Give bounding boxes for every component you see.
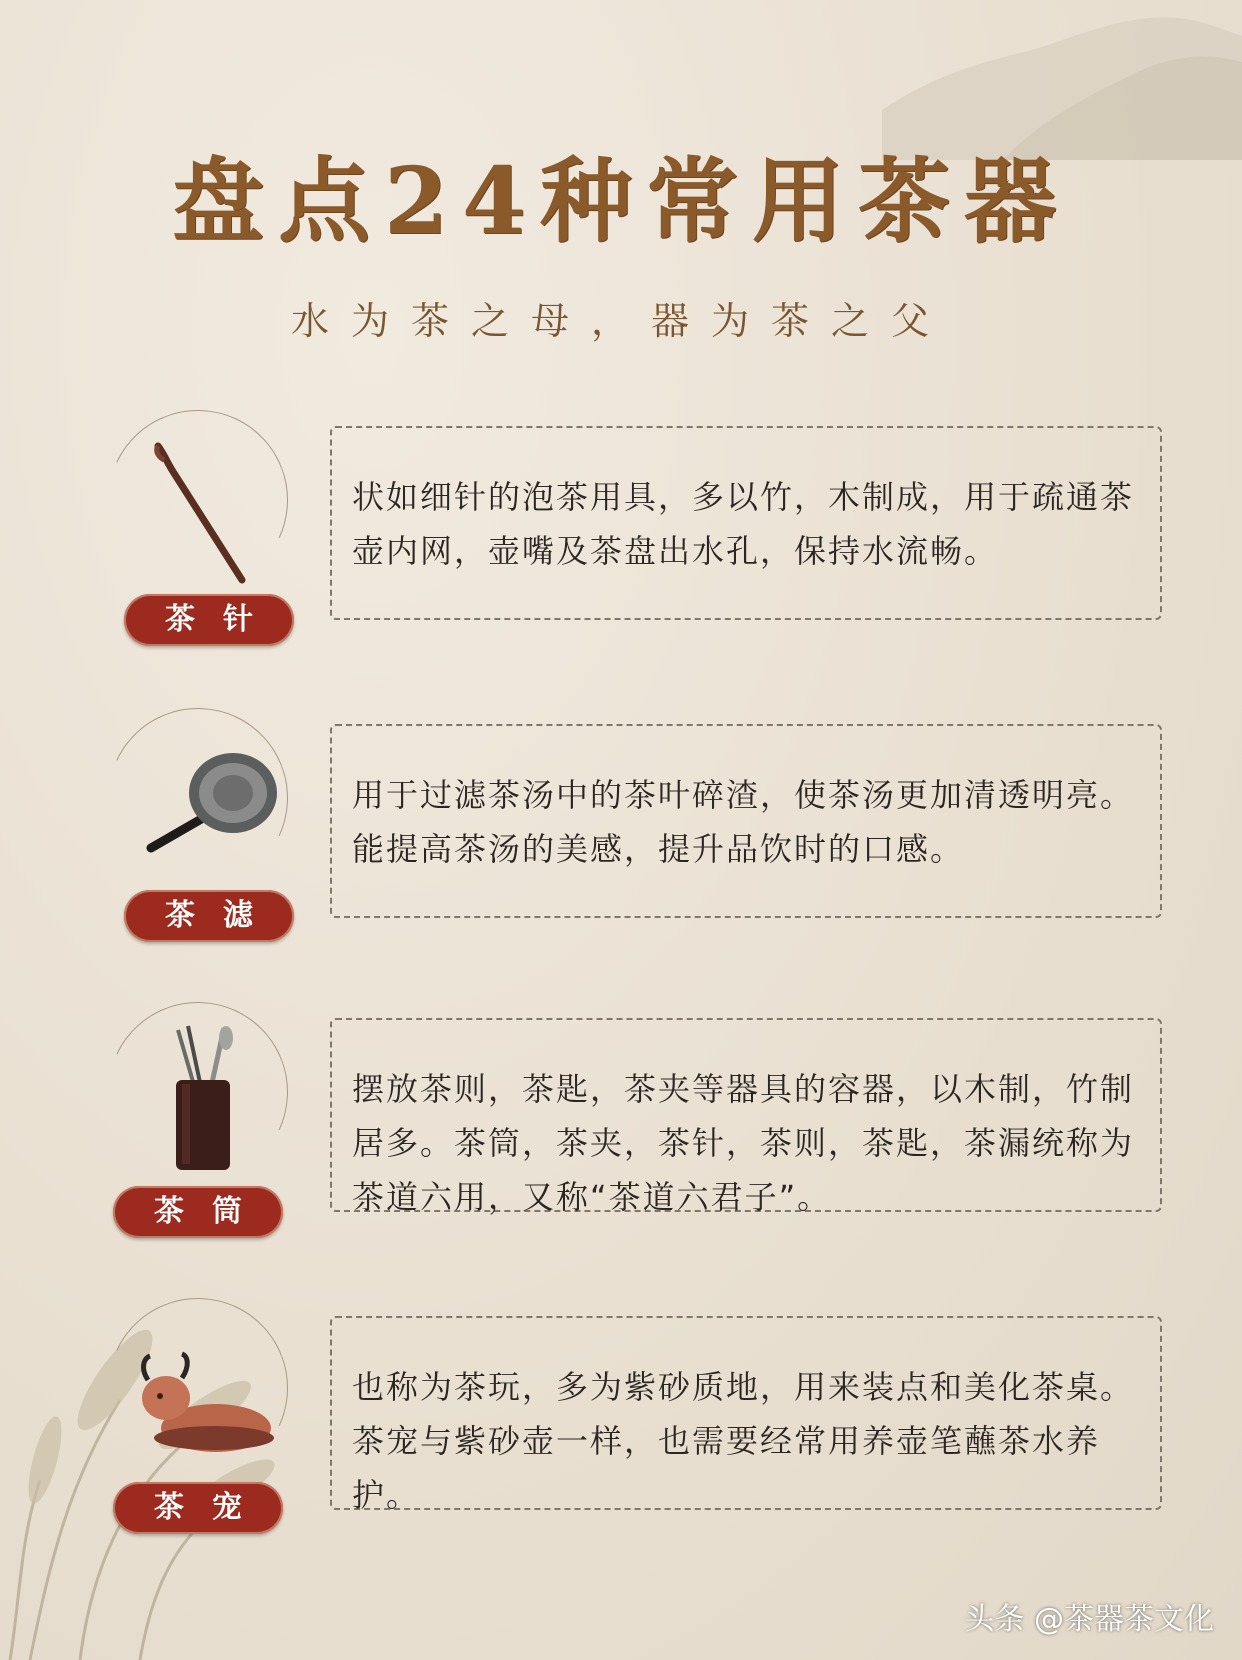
description-box: [330, 1316, 1162, 1514]
tea-strainer-icon: [145, 748, 285, 858]
description-box: [330, 426, 1162, 620]
watermark: 头条 @茶器茶文化: [964, 1602, 1214, 1637]
description-text: 摆放茶则，茶匙，茶夹等器具的容器，以木制，竹制居多。茶筒，茶夹，茶针，茶则，茶匙，茶漏统称为茶道六用，又称“茶道六君子”。: [352, 1070, 1135, 1216]
page-title: 盘点24种常用茶器: [171, 147, 1071, 255]
description-text: 也称为茶玩，多为紫砂质地，用来装点和美化茶桌。茶宠与紫砂壶一样，也需要经常用养壶笔蘸茶水养护。: [352, 1368, 1135, 1514]
label-badge: 茶滤: [124, 890, 294, 942]
page-subtitle: 水为茶之母，器为茶之父: [290, 299, 951, 343]
description-box: [330, 724, 1162, 918]
description-box: [330, 1018, 1162, 1216]
description-text: 用于过滤茶汤中的茶叶碎渣，使茶汤更加清透明亮。能提高茶汤的美感，提升品饮时的口感。: [352, 776, 1135, 868]
label-badge: 茶针: [124, 594, 294, 646]
description-text: 状如细针的泡茶用具，多以竹，木制成，用于疏通茶壶内网，壶嘴及茶盘出水孔，保持水流畅。: [352, 478, 1135, 570]
label-badge: 茶宠: [113, 1482, 283, 1534]
tea-utensil-holder-icon: [158, 1022, 248, 1172]
tea-needle-icon: [150, 440, 260, 590]
label-badge: 茶筒: [113, 1186, 283, 1238]
tea-pet-ox-icon: [126, 1348, 276, 1458]
